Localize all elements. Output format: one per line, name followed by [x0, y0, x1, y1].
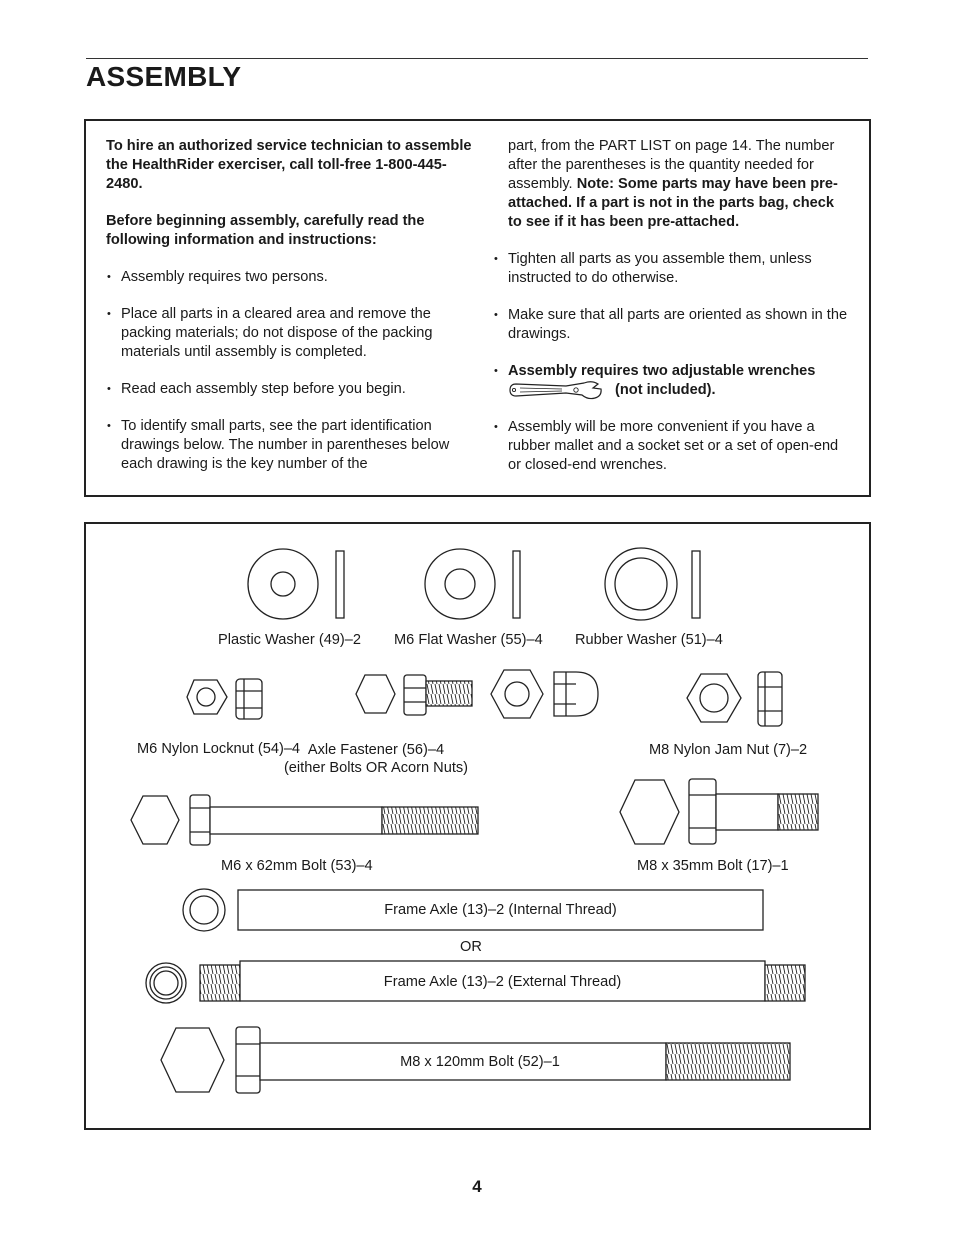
page-title: ASSEMBLY — [86, 61, 242, 92]
page-number: 4 — [472, 1177, 482, 1196]
instructions-box — [84, 119, 871, 497]
bullet-cleared-area: • Place all parts in a cleared area and remove the packing materials; do not dispose of the packing materials until assembly is completed. — [106, 305, 474, 362]
m6-nylon-locknut-icon — [187, 679, 262, 719]
m6-62mm-bolt-label: M6 x 62mm Bolt (53)–4 — [221, 858, 373, 874]
bullet-two-persons: • Assembly requires two persons. — [106, 268, 474, 287]
bullet-wrenches — [493, 362, 848, 400]
top-rule — [86, 58, 868, 59]
bullet-tighten: • Tighten all parts as you assemble them, unless instructed to do otherwise. — [493, 250, 848, 288]
axle-fastener-bolt-icon — [356, 675, 472, 715]
wrenches-line-1: • Assembly requires two adjustable wrenches — [508, 363, 816, 379]
m8-120mm-bolt-label: M8 x 120mm Bolt (52)–1 — [400, 1054, 560, 1070]
parts-identification-box — [84, 522, 871, 1130]
m6-nylon-locknut-label: M6 Nylon Locknut (54)–4 — [137, 741, 301, 757]
instructions-left-column — [106, 137, 474, 474]
frame-axle-internal-label: Frame Axle (13)–2 (Internal Thread) — [384, 902, 617, 918]
bullet-mallet: • Assembly will be more convenient if you have a rubber mallet and a socket set or a set of open-end or closed-end wrenches. — [493, 418, 848, 475]
m6-62mm-bolt-icon — [131, 795, 478, 845]
wrenches-line-2 — [508, 381, 848, 400]
wrench-icon — [506, 379, 604, 401]
axle-fastener-note: (either Bolts OR Acorn Nuts) — [283, 760, 469, 776]
plastic-washer-label: Plastic Washer (49)–2 — [218, 632, 362, 648]
acorn-nut-icon — [491, 670, 598, 718]
bullet-identify-parts: • To identify small parts, see the part identification drawings below. The number in parentheses below each drawing is the key number of the — [106, 417, 474, 474]
identify-parts-continued-text: part, from the PART LIST on page 14. The number after the parentheses is the quantity needed for assembly. — [508, 138, 835, 192]
parts-drawings — [86, 524, 869, 1128]
rubber-washer-icon — [605, 548, 700, 620]
identify-parts-continued — [493, 137, 848, 232]
frame-axle-external-label: Frame Axle (13)–2 (External Thread) — [383, 974, 622, 990]
bullet-oriented: • Make sure that all parts are oriented as shown in the drawings. — [493, 306, 848, 344]
m8-nylon-jam-nut-label: M8 Nylon Jam Nut (7)–2 — [649, 742, 808, 758]
bullet-read-step: • Read each assembly step before you begin. — [106, 380, 474, 399]
or-label: OR — [460, 939, 482, 955]
before-assembly-note: Before beginning assembly, carefully read the following information and instructions: — [106, 213, 425, 248]
m6-flat-washer-label: M6 Flat Washer (55)–4 — [394, 632, 543, 648]
m8-nylon-jam-nut-icon — [687, 672, 782, 726]
service-technician-note: To hire an authorized service technician to assemble the HealthRider exerciser, call toll-free 1-800-445-2480. — [106, 138, 472, 192]
axle-fastener-label — [276, 741, 476, 777]
rubber-washer-label: Rubber Washer (51)–4 — [575, 632, 723, 648]
wrenches-not-included: (not included). — [615, 382, 716, 398]
m8-35mm-bolt-label: M8 x 35mm Bolt (17)–1 — [637, 858, 789, 874]
m6-flat-washer-icon — [425, 549, 520, 619]
axle-fastener-name: Axle Fastener (56)–4 — [307, 742, 445, 758]
instructions-right-column — [493, 137, 848, 475]
m8-35mm-bolt-icon — [620, 779, 818, 844]
pre-attached-note: Note: Some parts may have been pre-attached. If a part is not in the parts bag, check to see if it has been pre-attached. — [508, 176, 838, 230]
plastic-washer-icon — [248, 549, 344, 619]
